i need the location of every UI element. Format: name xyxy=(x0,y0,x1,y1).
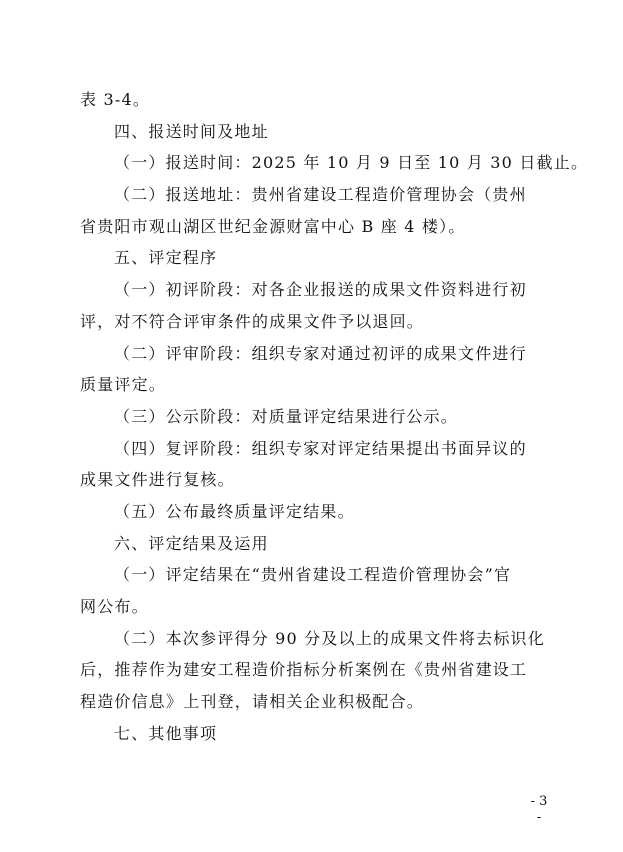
review-stage-line-2: 质量评定。 xyxy=(80,375,167,395)
initial-review-line-2: 评，对不符合评审条件的成果文件予以退回。 xyxy=(80,311,425,331)
results-publication-line-1: （一）评定结果在“贵州省建设工程造价管理协会”官 xyxy=(114,565,512,585)
results-publication-line-2: 网公布。 xyxy=(80,597,149,616)
final-result-line: （五）公布最终质量评定结果。 xyxy=(114,501,355,521)
page-number: - 3 - xyxy=(530,794,548,825)
submission-address-line-2: 省贵阳市观山湖区世纪金源财富中心 B 座 4 楼）。 xyxy=(80,216,466,236)
document-body xyxy=(80,84,589,749)
reexamination-stage-line-2: 成果文件进行复核。 xyxy=(80,470,235,490)
submission-address-line-1: （二）报送地址：贵州省建设工程造价管理协会（贵州 xyxy=(114,185,527,205)
reexamination-stage-line-1: （四）复评阶段：组织专家对评定结果提出书面异议的 xyxy=(114,438,527,458)
recommendation-line-1: （二）本次参评得分 90 分及以上的成果文件将去标识化 xyxy=(114,628,545,648)
section-heading-evaluation-procedure: 五、评定程序 xyxy=(114,248,218,268)
submission-time-line: （一）报送时间：2025 年 10 月 9 日至 10 月 30 日截止。 xyxy=(114,153,589,173)
recommendation-line-3: 程造价信息》上刊登，请相关企业积极配合。 xyxy=(80,692,425,712)
section-heading-submission-time-address: 四、报送时间及地址 xyxy=(114,121,269,141)
section-heading-other-matters: 七、其他事项 xyxy=(114,723,218,743)
section-heading-results-application: 六、评定结果及运用 xyxy=(114,533,269,553)
initial-review-line-1: （一）初评阶段：对各企业报送的成果文件资料进行初 xyxy=(114,280,527,300)
publicity-stage-line: （三）公示阶段：对质量评定结果进行公示。 xyxy=(114,406,459,426)
recommendation-line-2: 后，推荐作为建安工程造价指标分析案例在《贵州省建设工 xyxy=(80,660,528,680)
review-stage-line-1: （二）评审阶段：组织专家对通过初评的成果文件进行 xyxy=(114,343,527,363)
text-line-table-ref: 表 3-4。 xyxy=(80,90,151,109)
